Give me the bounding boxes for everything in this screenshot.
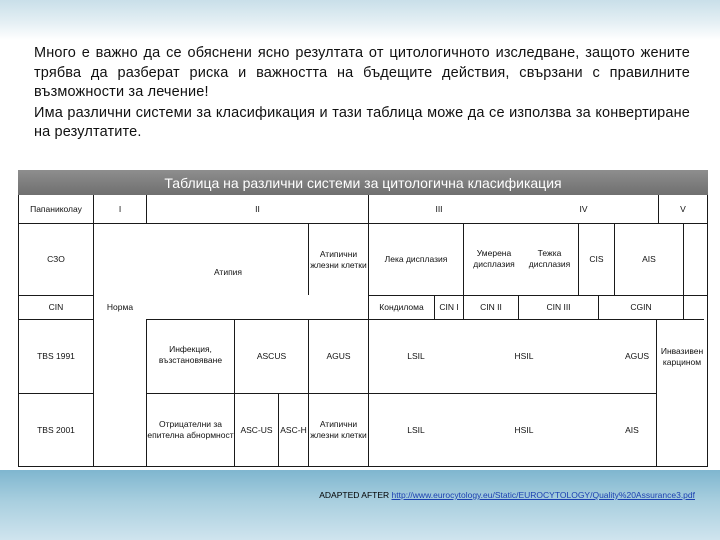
table-border-bottom bbox=[18, 466, 708, 467]
szo-ais: AIS bbox=[642, 254, 656, 264]
szo-mild-dysplasia: Лека дисплазия bbox=[384, 254, 448, 264]
tbs1991-agus-2: AGUS bbox=[624, 351, 650, 361]
cin-1: CIN I bbox=[439, 302, 459, 312]
tbs2001-ais: AIS bbox=[625, 424, 639, 435]
papanicolaou-grade-5: V bbox=[680, 204, 686, 214]
row-label-cin: CIN bbox=[48, 302, 64, 312]
row-label-tbs-2001: TBS 2001 bbox=[37, 424, 75, 435]
header-gradient-band bbox=[0, 0, 720, 40]
tbs2001-asc-us: ASC-US bbox=[240, 424, 273, 435]
row-label-szo: СЗО bbox=[47, 254, 65, 264]
papanicolaou-grade-4: IV bbox=[579, 204, 588, 214]
tbs2001-atypical-glandular: Атипични жлезни клетки bbox=[310, 419, 367, 440]
tbs1991-hsil: HSIL bbox=[514, 351, 534, 361]
cin-3: CIN III bbox=[546, 302, 571, 312]
cin-condyloma: Кондилома bbox=[379, 302, 424, 312]
tbs2001-negative: Отрицателни за епителна абнормност bbox=[147, 419, 234, 440]
cin-2: CIN II bbox=[480, 302, 502, 312]
szo-cis: CIS bbox=[589, 254, 604, 264]
szo-atypical-glandular: Атипични жлезни клетки bbox=[310, 248, 367, 270]
cin-cgin: CGIN bbox=[630, 302, 652, 312]
source-prefix: ADAPTED AFTER bbox=[319, 490, 390, 500]
row-label-tbs-1991: TBS 1991 bbox=[37, 351, 75, 361]
tbs2001-asc-h: ASC-H bbox=[280, 424, 307, 435]
tbs1991-infection: Инфекция, възстановяване bbox=[158, 344, 223, 365]
papanicolaou-grade-2: II bbox=[255, 204, 260, 214]
tbs1991-ascus: ASCUS bbox=[256, 351, 287, 361]
intro-paragraph-1: Много е важно да се обяснени ясно резултата от цитологичното изследване, защото жените трябва да разберат риска и важността на бъдещите действия, свързани с правилните възможности за лечение! bbox=[34, 45, 690, 100]
tbs1991-lsil: LSIL bbox=[407, 351, 425, 361]
invasive-carcinoma: Инвазивен карцином bbox=[660, 345, 704, 367]
col-line bbox=[683, 223, 684, 319]
row-label-papanicolaou: Папаниколау bbox=[30, 204, 82, 214]
classification-table bbox=[18, 195, 708, 467]
szo-severe-dysplasia: Тежка дисплазия bbox=[528, 248, 571, 269]
tbs1991-agus: AGUS bbox=[326, 351, 351, 361]
norm-label: Норма bbox=[106, 302, 134, 312]
table-border-right bbox=[707, 195, 708, 467]
table-title: Таблица на различни системи за цитологична класификация bbox=[18, 170, 708, 195]
szo-moderate-dysplasia: Умерена дисплазия bbox=[473, 248, 515, 269]
intro-text bbox=[34, 44, 690, 143]
source-link[interactable]: http://www.eurocytology.eu/Static/EUROCYTOLOGY/Quality%20Assurance3.pdf bbox=[391, 490, 695, 500]
tbs2001-hsil: HSIL bbox=[514, 424, 534, 435]
szo-atypia: Атипия bbox=[213, 266, 243, 277]
footer-gradient-band bbox=[0, 470, 720, 540]
papanicolaou-grade-3: III bbox=[435, 204, 443, 214]
source-citation bbox=[0, 490, 695, 500]
col-line bbox=[93, 195, 94, 467]
intro-paragraph-2: Има различни системи за класификация и тази таблица може да се използва за конвертиране на резултатите. bbox=[34, 104, 690, 140]
tbs2001-lsil: LSIL bbox=[407, 424, 425, 435]
papanicolaou-grade-1: I bbox=[118, 204, 122, 214]
